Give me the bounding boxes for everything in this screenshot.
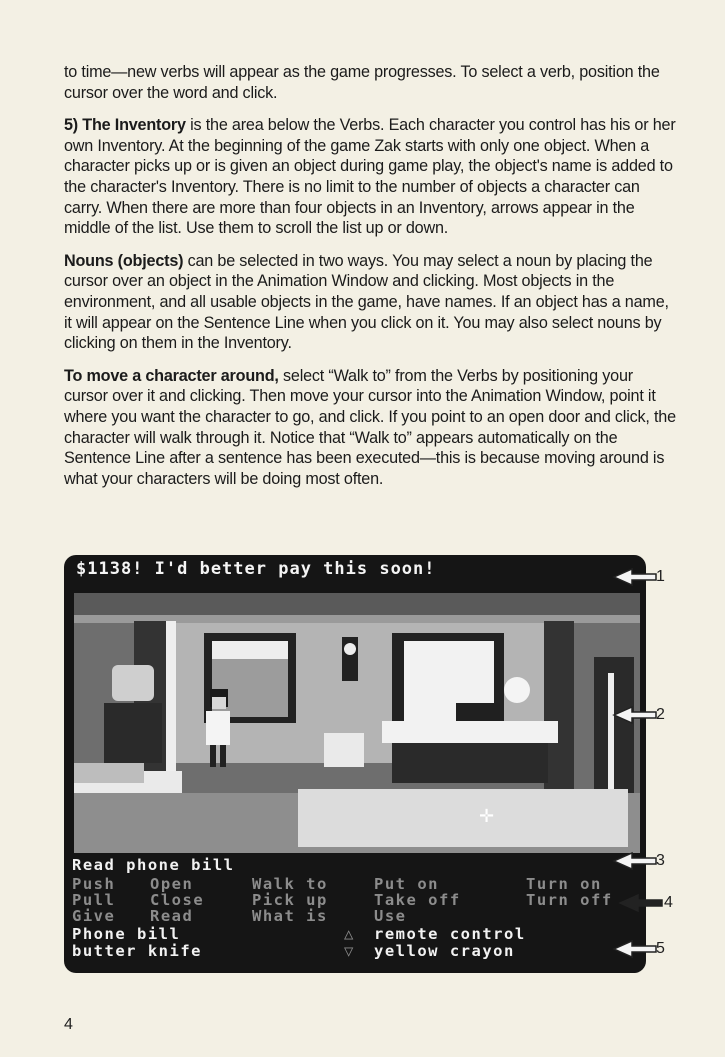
callout-number-3: 3	[656, 852, 665, 869]
paragraph-verbs-continued: to time—new verbs will appear as the game progresses. To select a verb, position the cursor over the word and click.	[64, 63, 660, 102]
body-text	[64, 62, 676, 501]
verb-give[interactable]: Give	[72, 907, 116, 925]
verb-push[interactable]: Push	[72, 875, 116, 893]
verb-use[interactable]: Use	[374, 907, 407, 925]
paragraph-move: To move a character around, select “Walk to” from the Verbs by positioning your cursor over it and clicking. Then move your cursor into the Animation Window, point it where you want the character to go, and click. If you point to an open door and click, the character will walk through it. Notice that “Walk to” appears automatically on the Sentence Line after a sentence has been executed—this is because moving around is what your characters will be doing most often.	[64, 366, 676, 488]
inventory-item-yellow-crayon[interactable]: yellow crayon	[374, 942, 515, 960]
verb-walk-to[interactable]: Walk to	[252, 875, 328, 893]
scroll-up-arrow-icon[interactable]: △	[344, 925, 355, 943]
nouns-heading: Nouns (objects)	[64, 251, 184, 270]
animation-window	[74, 593, 640, 853]
inventory-item-remote-control[interactable]: remote control	[374, 925, 526, 943]
callout-number-1: 1	[656, 568, 665, 585]
page-number: 4	[64, 1016, 73, 1033]
verb-pull[interactable]: Pull	[72, 891, 116, 909]
callout-arrow-icon	[612, 850, 682, 872]
inventory-item-phone-bill[interactable]: Phone bill	[72, 925, 181, 943]
callout-arrow-icon	[618, 892, 688, 914]
scroll-down-arrow-icon[interactable]: ▽	[344, 942, 355, 960]
move-heading: To move a character around,	[64, 366, 279, 385]
crosshair-cursor-icon: ✛	[479, 806, 495, 826]
verb-take-off[interactable]: Take off	[374, 891, 461, 909]
inventory-item-butter-knife[interactable]: butter knife	[72, 942, 202, 960]
verb-read[interactable]: Read	[150, 907, 194, 925]
game-screenshot	[64, 555, 646, 973]
callout-number-2: 2	[656, 706, 665, 723]
callout-number-5: 5	[656, 940, 665, 957]
paragraph-inventory: 5) The Inventory is the area below the Verbs. Each character you control has his or her own Inventory. At the beginning of the game Zak starts with only one object. When a character picks up or is given an object during game play, the object's name is added to the character's Inventory. There is no limit to the number of objects a character can carry. When there are more than four objects in an Inventory, arrows appear in the middle of the list. Use them to scroll the list up or down.	[64, 116, 676, 238]
verb-pick-up[interactable]: Pick up	[252, 891, 328, 909]
verb-what-is[interactable]: What is	[252, 907, 328, 925]
verb-turn-off[interactable]: Turn off	[526, 891, 613, 909]
paragraph-nouns: Nouns (objects) can be selected in two ways. You may select a noun by placing the cursor over an object in the Animation Window and clicking. Most objects in the environment, and all usable objects in the game, have names. If an object has a name, it will appear on the Sentence Line when you click on it. You may also select nouns by clicking on them in the Inventory.	[64, 251, 669, 353]
inventory-heading: 5) The Inventory	[64, 116, 186, 135]
callout-arrow-icon	[612, 566, 682, 588]
sentence-line: Read phone bill	[72, 856, 235, 874]
verb-put-on[interactable]: Put on	[374, 875, 439, 893]
message-line: $1138! I'd better pay this soon!	[76, 559, 436, 579]
command-area	[70, 855, 642, 969]
verb-open[interactable]: Open	[150, 875, 194, 893]
verb-close[interactable]: Close	[150, 891, 205, 909]
verb-turn-on[interactable]: Turn on	[526, 875, 602, 893]
callout-arrow-icon	[612, 938, 682, 960]
callout-number-4: 4	[664, 894, 673, 911]
callout-arrow-icon	[612, 704, 682, 726]
